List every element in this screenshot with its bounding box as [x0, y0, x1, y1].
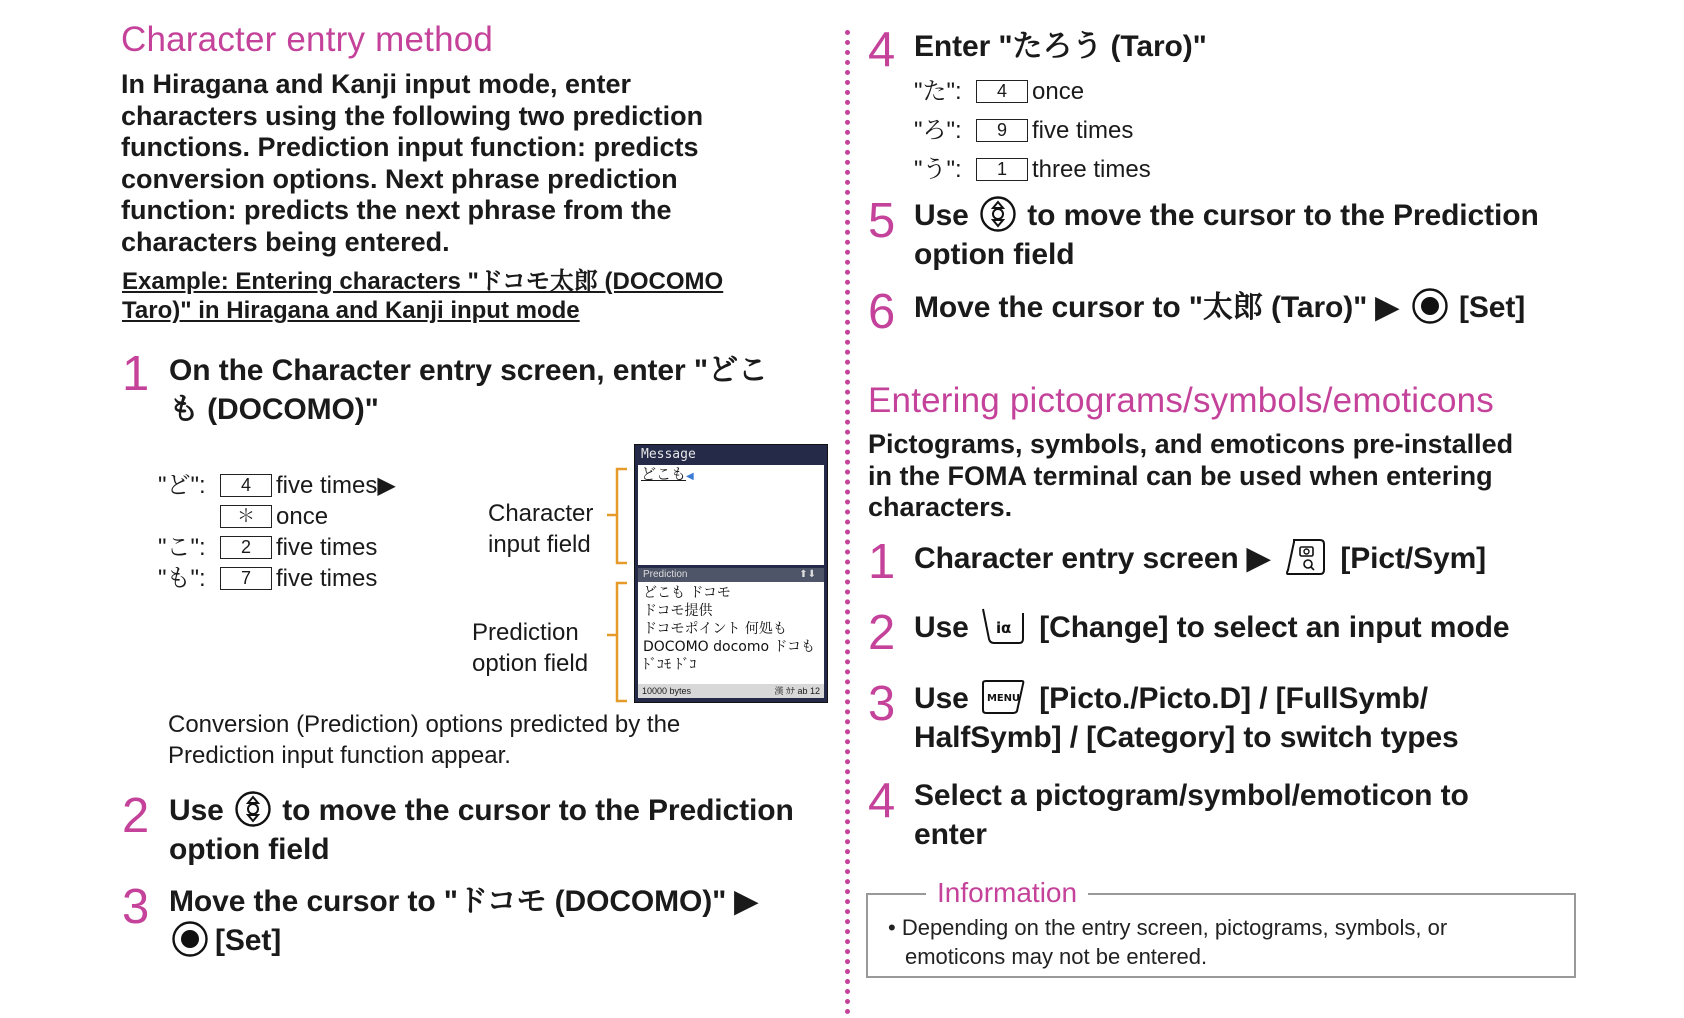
key-sequence-list	[914, 72, 1151, 189]
step-line: option field	[914, 238, 1075, 271]
step-text: [Picto./Picto.D] / [FullSymb/	[1039, 682, 1429, 715]
navigation-key-icon	[234, 790, 272, 828]
information-title: Information	[926, 877, 1088, 909]
prediction-option: ドコモ提供	[643, 603, 713, 619]
information-text	[888, 913, 1447, 971]
key-label: "う":	[914, 156, 962, 183]
callout-brackets	[605, 465, 635, 705]
key-count: five times	[276, 534, 378, 561]
step-3-text	[169, 882, 758, 960]
key-count: five times▶	[276, 472, 396, 499]
key-label: "た":	[914, 78, 962, 105]
step-text: Use	[914, 199, 969, 232]
step-text: Character entry screen ▶	[914, 542, 1270, 575]
intro-line: In Hiragana and Kanji input mode, enter	[121, 69, 632, 99]
key-sequence-list	[158, 470, 396, 594]
caption-line: Prediction input function appear.	[168, 742, 511, 769]
section-title: Character entry method	[121, 20, 494, 59]
step-line: option field	[169, 833, 330, 866]
step-line: HalfSymb] / [Category] to switch types	[914, 721, 1459, 754]
scroll-arrows-icon: ⬆⬇	[799, 569, 816, 580]
prediction-option: ﾄﾞｺﾓ ﾄﾞｺ	[643, 657, 697, 673]
information-box	[866, 877, 1576, 978]
step-text: Use	[914, 611, 969, 644]
phone-screen	[634, 444, 828, 703]
step-4-text: Enter "たろう (Taro)"	[914, 30, 1207, 63]
key-row	[914, 150, 1151, 189]
intro-line: in the FOMA terminal can be used when entering	[868, 460, 1493, 491]
menu-key-icon	[981, 679, 1025, 715]
pict-step-3-text	[914, 679, 1459, 757]
step-text: Use	[914, 682, 969, 715]
step-number: 5	[868, 194, 896, 248]
input-mode-icons: 漢 ｶﾅ ab 12	[774, 686, 820, 696]
prediction-option-field	[638, 582, 824, 684]
intro-line: characters.	[868, 492, 1013, 522]
step-number: 6	[868, 285, 896, 339]
screen-status-bar	[638, 684, 824, 698]
pict-step-1-text	[914, 539, 1486, 578]
step-number: 3	[868, 677, 896, 731]
intro-line: function: predicts the next phrase from the	[121, 195, 672, 225]
callout-line: Prediction	[472, 619, 579, 646]
key-count: once	[276, 503, 329, 530]
prediction-option: ドコモポイント 何処も	[643, 621, 787, 637]
intro-paragraph	[868, 429, 1513, 524]
key-label: "ど":	[158, 472, 206, 499]
key-label: "も":	[158, 565, 206, 592]
pict-step-2-text	[914, 608, 1509, 647]
key-count: five times	[1032, 117, 1134, 144]
step-text: [Change] to select an input mode	[1039, 611, 1510, 644]
step-6-text	[914, 288, 1525, 327]
information-line: emoticons may not be entered.	[905, 944, 1208, 969]
navigation-key-icon	[979, 195, 1017, 233]
key-row	[158, 470, 396, 501]
prediction-option: どこも ドコモ	[643, 585, 731, 601]
key-count: three times	[1032, 156, 1151, 183]
i-mode-key-icon	[981, 607, 1025, 645]
keypad-key: 2	[220, 536, 272, 559]
step-number: 1	[122, 347, 150, 401]
keypad-key: 9	[976, 119, 1028, 142]
step-text: Use	[169, 794, 224, 827]
screen-title: Message	[641, 447, 696, 462]
step-number: 4	[868, 774, 896, 828]
step-text: [Set]	[215, 924, 282, 957]
key-row	[914, 72, 1151, 111]
intro-line: Pictograms, symbols, and emoticons pre-installed	[868, 429, 1514, 459]
step-number: 2	[122, 789, 150, 843]
intro-line: functions. Prediction input function: predicts	[121, 132, 699, 162]
key-row	[158, 563, 396, 594]
caption	[168, 709, 680, 771]
character-input-field	[638, 465, 824, 565]
key-label: "こ":	[158, 534, 206, 561]
callout-line: input field	[488, 531, 591, 558]
keypad-key: 7	[220, 567, 272, 590]
step-5-text	[914, 196, 1539, 274]
input-text: どこも	[641, 465, 687, 483]
information-line: • Depending on the entry screen, pictograms, symbols, or	[888, 915, 1448, 940]
svg-text:MENU: MENU	[986, 693, 1020, 705]
step-line: On the Character entry screen, enter "どこ	[169, 354, 768, 387]
step-text: to move the cursor to the Prediction	[282, 794, 794, 827]
center-select-key-icon	[1411, 287, 1449, 325]
prediction-option: DOCOMO docomo ドコも	[643, 639, 815, 655]
example-heading	[122, 267, 723, 325]
step-text: [Pict/Sym]	[1340, 542, 1487, 575]
key-row	[914, 111, 1151, 150]
key-row	[158, 532, 396, 563]
example-line: Taro)" in Hiragana and Kanji input mode	[122, 297, 580, 324]
step-number: 2	[868, 606, 896, 660]
step-number: 4	[868, 23, 896, 77]
key-row	[158, 501, 396, 532]
center-select-key-icon	[171, 920, 209, 958]
pict-step-4-text	[914, 776, 1469, 854]
callout-line: Character	[488, 500, 594, 527]
step-2-text	[169, 791, 794, 869]
step-text: to move the cursor to the Prediction	[1027, 199, 1539, 232]
keypad-key: 4	[220, 474, 272, 497]
intro-line: conversion options. Next phrase prediction	[121, 163, 678, 194]
prediction-header-label: Prediction	[643, 569, 688, 580]
intro-line: characters being entered.	[121, 226, 450, 257]
intro-line: characters using the following two prediction	[121, 100, 704, 131]
callout-line: option field	[472, 650, 589, 677]
keypad-key: ＊	[220, 505, 272, 528]
step-line: Move the cursor to "ドコモ (DOCOMO)" ▶	[169, 885, 758, 918]
caption-line: Conversion (Prediction) options predicted by the	[168, 711, 681, 738]
step-line: enter	[914, 818, 987, 851]
key-label: "ろ":	[914, 117, 962, 144]
cursor-icon: ◀	[686, 471, 694, 482]
step-number: 3	[122, 880, 150, 934]
prediction-header	[638, 568, 824, 582]
key-count: once	[1032, 78, 1085, 105]
step-1-text	[169, 351, 768, 429]
step-number: 1	[868, 535, 896, 589]
step-line: も (DOCOMO)"	[169, 393, 379, 426]
key-count: five times	[276, 565, 378, 592]
keypad-key: 4	[976, 80, 1028, 103]
section-title: Entering pictograms/symbols/emoticons	[868, 381, 1494, 420]
callout-character-input-field	[488, 498, 593, 560]
intro-paragraph	[121, 69, 703, 258]
callout-prediction-option-field	[472, 617, 588, 679]
keypad-key: 1	[976, 158, 1028, 181]
step-text: Move the cursor to "太郎 (Taro)" ▶	[914, 291, 1399, 324]
column-divider	[845, 30, 850, 1015]
svg-text:iα: iα	[995, 619, 1012, 638]
camera-key-icon	[1284, 538, 1326, 576]
byte-count: 10000 bytes	[642, 686, 692, 696]
step-line: Select a pictogram/symbol/emoticon to	[914, 779, 1469, 812]
example-line: Example: Entering characters "ドコモ太郎 (DOCOMO	[122, 268, 724, 295]
step-text: [Set]	[1458, 291, 1526, 324]
